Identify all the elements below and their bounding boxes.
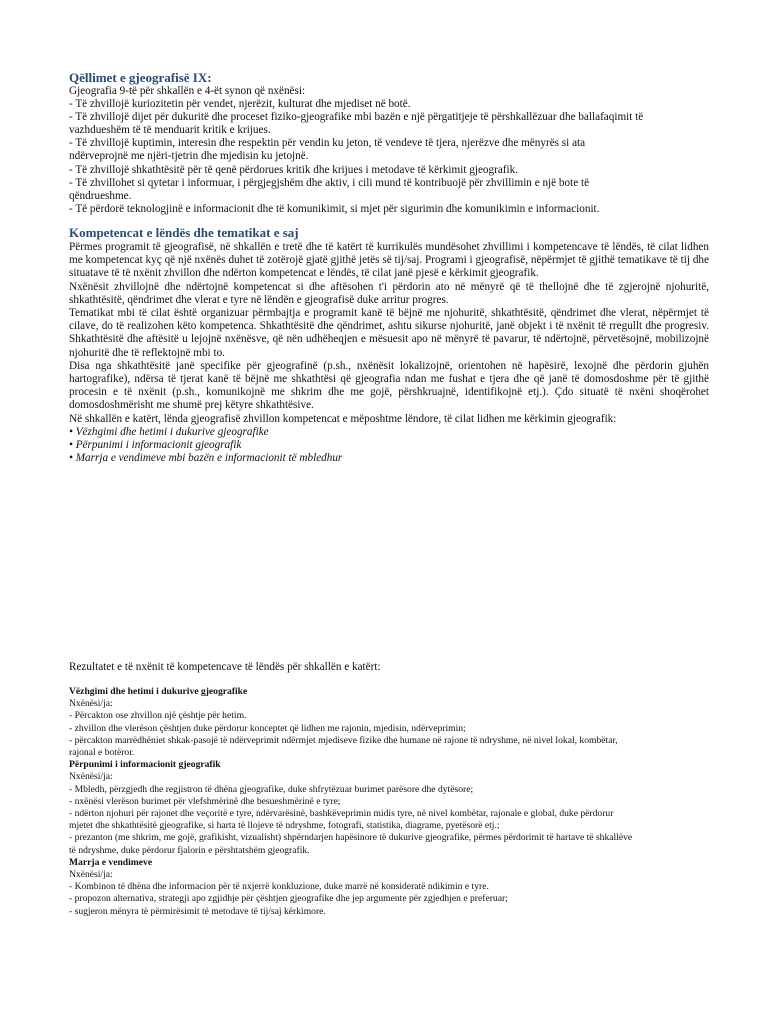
results-line: mjetet dhe shkathtësitë gjeografike, si harta të llojeve të ndryshme, fotografi, statistika, diagrame, pyetësorë etj.;	[69, 820, 500, 832]
competences-heading: Kompetencat e lëndës dhe tematikat e saj	[69, 225, 299, 240]
results-group-observation	[69, 686, 709, 759]
results-line: Nxënësi/ja:	[69, 698, 113, 710]
results-line: të ndryshme, duke përdorur fjalorin e përshtatshëm gjeografik.	[69, 844, 310, 856]
objectives-line: - Të përdorë teknologjinë e informacionit dhe të komunikimit, si mjet për sigurimin dhe komunikimin e informacionit.	[69, 202, 600, 215]
results-line: - propozon alternativa, strategji apo zgjidhje për çështjen gjeografike dhe jep argumente për zgjedhjen e preferuar;	[69, 893, 508, 905]
competences-paragraph: Disa nga shkathtësitë janë specifike për gjeografinë (p.sh., nxënësit lokalizojnë, orientohen në hapësirë, lexojnë dhe përdorin gjuhën hartografike), ndërsa të tjerat kanë të bëjnë me shkathtësi që gjeografia ndan me fushat e tjera dhe që janë të domosdoshme për të gjithë procesin e të nxënit (p.sh., komunikojnë me shkrim dhe me gojë, përshkruajnë, identifikojnë etj.). Çdo situatë të nxëni shoqërohet domosdoshmërisht me shumë prej këtyre shkathtësive.	[69, 359, 709, 412]
competences-paragraph: Përmes programit të gjeografisë, në shkallën e tretë dhe të katërt të kurrikulës mundësohet zhvillimi i kompetencave të lëndës, të cilat lidhen me kompetencat kyç që një nxënës duhet të zotërojë gjatë gjithë jetës së tij/saj. Programi i gjeografisë, nëpërmjet të gjithë tematikave të tij dhe situatave të të nxënit zhvillon dhe ndërton kompetencat e lëndës, të cilat janë pjesë e kërkimit gjeografik.	[69, 241, 709, 280]
objectives-line: - Të zhvillohet si qytetar i informuar, i përgjegjshëm dhe aktiv, i cili mund të kontribuojë për zhvillimin e një bote të	[69, 176, 590, 189]
results-section	[69, 660, 709, 918]
objectives-line: ndërveprojnë me njëri-tjetrin dhe mjedisin ku jetojnë.	[69, 150, 309, 163]
results-line: - Përcakton ose zhvillon një çështje për hetim.	[69, 710, 247, 722]
objectives-line: - Të zhvillojë kuriozitetin për vendet, njerëzit, kulturat dhe mjediset në botë.	[69, 98, 411, 111]
competences-paragraph: Tematikat mbi të cilat është organizuar përmbajtja e programit kanë të bëjnë me njohuritë, shkathtësitë, qëndrimet dhe vlerat, nëpërmjet të cilave, do të realizohen këto kompetenca. Shkathtësitë dhe qëndrimet, ashtu sikurse njohuritë, janë objekt i të nxënit të rregullt dhe progresiv. Shkathtësitë dhe aftësitë u lejojnë nxënësve, që nën udhëheqjen e mësuesit apo në mënyrë të pavarur, të ndërtojnë, përvetësojnë, mobilizojnë njohuritë dhe të reflektojnë mbi to.	[69, 307, 709, 359]
objectives-lines	[69, 85, 709, 216]
results-line: rajonal e botëror.	[69, 747, 135, 759]
results-group-decisions	[69, 857, 709, 918]
objectives-line: vazhdueshëm të të menduarit kritik e krijues.	[69, 124, 271, 137]
results-line: - përcakton marrëdhëniet shkak-pasojë të ndërveprimit ndërmjet mjediseve fizike dhe humane në rajone të ndryshme, në nivel lokal, kombëtar,	[69, 734, 618, 746]
competences-paragraph: Nxënësit zhvillojnë dhe ndërtojnë kompetencat si dhe aftësohen t'i përdorin ato në mënyrë që të thellojnë dhe të zgjerojnë njohuritë, shkathtësitë, qëndrimet dhe vlerat e tyre në lëndën e gjeografisë duke arritur progres.	[69, 280, 709, 306]
results-line: - zhvillon dhe vlerëson çështjen duke përdorur konceptet që lidhen me rajonin, mjedisin, ndërveprimin;	[69, 722, 466, 734]
results-group-processing	[69, 759, 709, 857]
results-line: - nxënësi vlerëson burimet për vlefshmërinë dhe besueshmërinë e tyre;	[69, 795, 341, 807]
results-line: - prezanton (me shkrim, me gojë, grafikisht, vizualisht) shpërndarjen hapësinore të dukurive gjeografike, përmes përdorimit të hartave të shkallëve	[69, 832, 633, 844]
results-line: - sugjeron mënyra të përmirësimit të metodave të tij/saj kërkimore.	[69, 905, 326, 917]
results-group-title: Vëzhgimi dhe hetimi i dukurive gjeografike	[69, 686, 248, 697]
results-line: - Mbledh, përzgjedh dhe regjistron të dhëna gjeografike, duke shfrytëzuar burimet parësore dhe dytësore;	[69, 783, 474, 795]
competence-bullet: • Përpunimi i informacionit gjeografik	[69, 439, 242, 452]
results-group-title: Përpunimi i informacionit gjeografik	[69, 759, 221, 771]
results-line: Nxënësi/ja:	[69, 869, 113, 881]
objectives-line: qëndrueshme.	[69, 189, 132, 202]
objectives-heading: Qëllimet e gjeografisë IX:	[69, 70, 212, 85]
objectives-line: Gjeografia 9-të për shkallën e 4-ët synon që nxënësi:	[69, 85, 306, 97]
competences-paragraph: Në shkallën e katërt, lënda gjeografisë zhvillon kompetencat e mëposhtme lëndore, të cilat lidhen me kërkimin gjeografik:	[69, 412, 617, 425]
competences-section	[69, 225, 709, 465]
results-line: - Kombinon të dhëna dhe informacion për të nxjerrë konkluzione, duke marrë në konsideratë ndikimin e tyre.	[69, 881, 489, 893]
results-intro: Rezultatet e të nxënit të kompetencave të lëndës për shkallën e katërt:	[69, 661, 381, 673]
objectives-line: - Të zhvillojë kuptimin, interesin dhe respektin për vendin ku jeton, të vendeve të tjera, njerëzve dhe mënyrës si ata	[69, 137, 586, 150]
results-line: - ndërton njohuri për rajonet dhe veçoritë e tyre, ndërvarësinë, bashkëveprimin midis tyre, në nivel kombëtar, rajonale e global, duke përdorur	[69, 808, 614, 820]
results-line: Nxënësi/ja:	[69, 771, 113, 783]
competence-bullet: • Marrja e vendimeve mbi bazën e informacionit të mbledhur	[69, 452, 343, 465]
results-group-title: Marrja e vendimeve	[69, 856, 153, 868]
competence-bullet: • Vëzhgimi dhe hetimi i dukurive gjeografike	[69, 425, 269, 438]
objectives-line: - Të zhvillojë dijet për dukuritë dhe proceset fiziko-gjeografike mbi bazën e një përgatitjeje të përshkallëzuar dhe ballafaqimit të	[69, 111, 644, 124]
objectives-section	[69, 70, 709, 216]
objectives-line: - Të zhvillojë shkathtësitë për të qenë përdorues kritik dhe krijues i metodave të kërkimit gjeografik.	[69, 163, 519, 176]
